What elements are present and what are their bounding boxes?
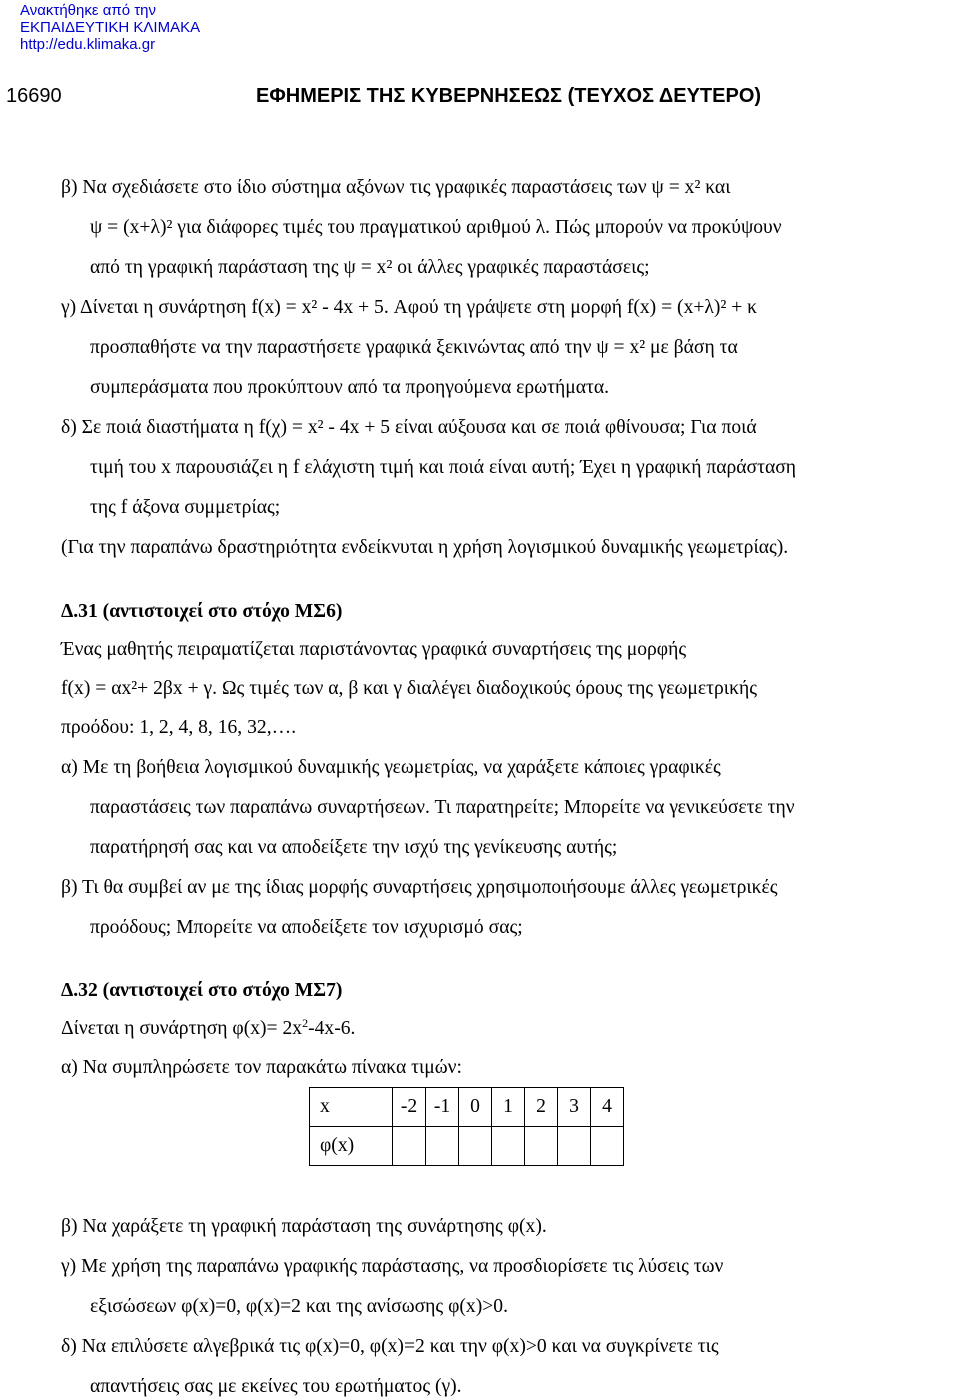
page-number: 16690	[6, 85, 62, 107]
section-heading: Δ.31 (αντιστοιχεί στο στόχο ΜΣ6)	[61, 601, 343, 622]
table-cell: 0	[459, 1088, 492, 1127]
text-line: προσπαθήστε να την παραστήσετε γραφικά ξεκινώντας από την ψ = x² με βάση τα	[90, 337, 738, 358]
source-watermark	[20, 2, 200, 53]
text-line: (Για την παραπάνω δραστηριότητα ενδείκνυται η χρήση λογισμικού δυναμικής γεωμετρίας).	[61, 537, 789, 558]
source-line-2: ΕΚΠΑΙΔΕΥΤΙΚΗ ΚΛΙΜΑΚΑ	[20, 19, 201, 36]
text-line: παρατήρησή σας και να αποδείξετε την ισχύ της γενίκευσης αυτής;	[90, 837, 618, 858]
table-row	[310, 1127, 624, 1166]
gazette-title: ΕΦΗΜΕΡΙΣ ΤΗΣ ΚΥΒΕΡΝΗΣΕΩΣ (ΤΕΥΧΟΣ ΔΕΥΤΕΡΟ)	[256, 85, 762, 107]
text-line: β) Τι θα συμβεί αν με της ίδιας μορφής συναρτήσεις χρησιμοποιήσουμε άλλες γεωμετρικές	[61, 877, 778, 898]
formula-line	[61, 1017, 355, 1041]
values-table	[309, 1087, 624, 1166]
text-line: α) Να συμπληρώσετε τον παρακάτω πίνακα τιμών:	[61, 1057, 462, 1078]
table-cell: 2	[525, 1088, 558, 1127]
text-line: εξισώσεων φ(x)=0, φ(x)=2 και της ανίσωσης φ(x)>0.	[90, 1296, 508, 1317]
text-line: συμπεράσματα που προκύπτουν από τα προηγούμενα ερωτήματα.	[90, 377, 610, 398]
text-line: προόδου: 1, 2, 4, 8, 16, 32,….	[61, 717, 297, 738]
table-cell-empty[interactable]	[393, 1127, 426, 1166]
table-cell: 4	[591, 1088, 624, 1127]
table-cell-empty[interactable]	[525, 1127, 558, 1166]
formula-start: Δίνεται η συνάρτηση φ(x)= 2x	[61, 1018, 303, 1039]
section-heading: Δ.32 (αντιστοιχεί στο στόχο ΜΣ7)	[61, 980, 343, 1001]
text-line: β) Να χαράξετε τη γραφική παράσταση της συνάρτησης φ(x).	[61, 1216, 547, 1237]
text-line: δ) Σε ποιά διαστήματα η f(χ) = x² - 4x + 5 είναι αύξουσα και σε ποιά φθίνουσα; Για ποιά	[61, 417, 757, 438]
table-cell: -1	[426, 1088, 459, 1127]
table-cell-empty[interactable]	[426, 1127, 459, 1166]
page-header	[0, 85, 960, 111]
table-cell: 1	[492, 1088, 525, 1127]
source-line-1: Ανακτήθηκε από την	[20, 2, 157, 19]
table-cell-empty[interactable]	[591, 1127, 624, 1166]
table-cell-empty[interactable]	[459, 1127, 492, 1166]
table-row	[310, 1088, 624, 1127]
source-link[interactable]: http://edu.klimaka.gr	[20, 36, 156, 53]
text-line: τιμή του x παρουσιάζει η f ελάχιστη τιμή και ποιά είναι αυτή; Έχει η γραφική παράσταση	[90, 457, 797, 478]
text-line: δ) Να επιλύσετε αλγεβρικά τις φ(x)=0, φ(x)=2 και την φ(x)>0 και να συγκρίνετε τις	[61, 1336, 719, 1357]
table-cell: φ(x)	[310, 1127, 393, 1166]
text-line: παραστάσεις των παραπάνω συναρτήσεων. Τι παρατηρείτε; Μπορείτε να γενικεύσετε την	[90, 797, 795, 818]
text-line: από τη γραφική παράσταση της ψ = x² οι άλλες γραφικές παραστάσεις;	[90, 257, 650, 278]
text-line: f(x) = αx²+ 2βx + γ. Ως τιμές των α, β και γ διαλέγει διαδοχικούς όρους της γεωμετρικής	[61, 678, 757, 699]
text-line: γ) Με χρήση της παραπάνω γραφικής παράστασης, να προσδιορίσετε τις λύσεις των	[61, 1256, 724, 1277]
text-line: β) Να σχεδιάσετε στο ίδιο σύστημα αξόνων τις γραφικές παραστάσεις των ψ = x² και	[61, 177, 731, 198]
table-cell-empty[interactable]	[492, 1127, 525, 1166]
text-line: της f άξονα συμμετρίας;	[90, 497, 281, 518]
table-cell: 3	[558, 1088, 591, 1127]
table-cell: -2	[393, 1088, 426, 1127]
table-cell: x	[310, 1088, 393, 1127]
text-line: Ένας μαθητής πειραματίζεται παριστάνοντας γραφικά συναρτήσεις της μορφής	[61, 639, 687, 660]
text-line: απαντήσεις σας με εκείνες του ερωτήματος (γ).	[90, 1376, 462, 1397]
text-line: γ) Δίνεται η συνάρτηση f(x) = x² - 4x + 5. Αφού τη γράψετε στη μορφή f(x) = (x+λ)² + κ	[61, 297, 758, 318]
text-line: προόδους; Μπορείτε να αποδείξετε τον ισχυρισμό σας;	[90, 917, 523, 938]
formula-end: -4x-6.	[308, 1018, 356, 1039]
text-line: α) Με τη βοήθεια λογισμικού δυναμικής γεωμετρίας, να χαράξετε κάποιες γραφικές	[61, 757, 721, 778]
text-line: ψ = (x+λ)² για διάφορες τιμές του πραγματικού αριθμού λ. Πώς μπορούν να προκύψουν	[90, 217, 782, 238]
table-cell-empty[interactable]	[558, 1127, 591, 1166]
formula-exponent: 2	[302, 1016, 309, 1030]
